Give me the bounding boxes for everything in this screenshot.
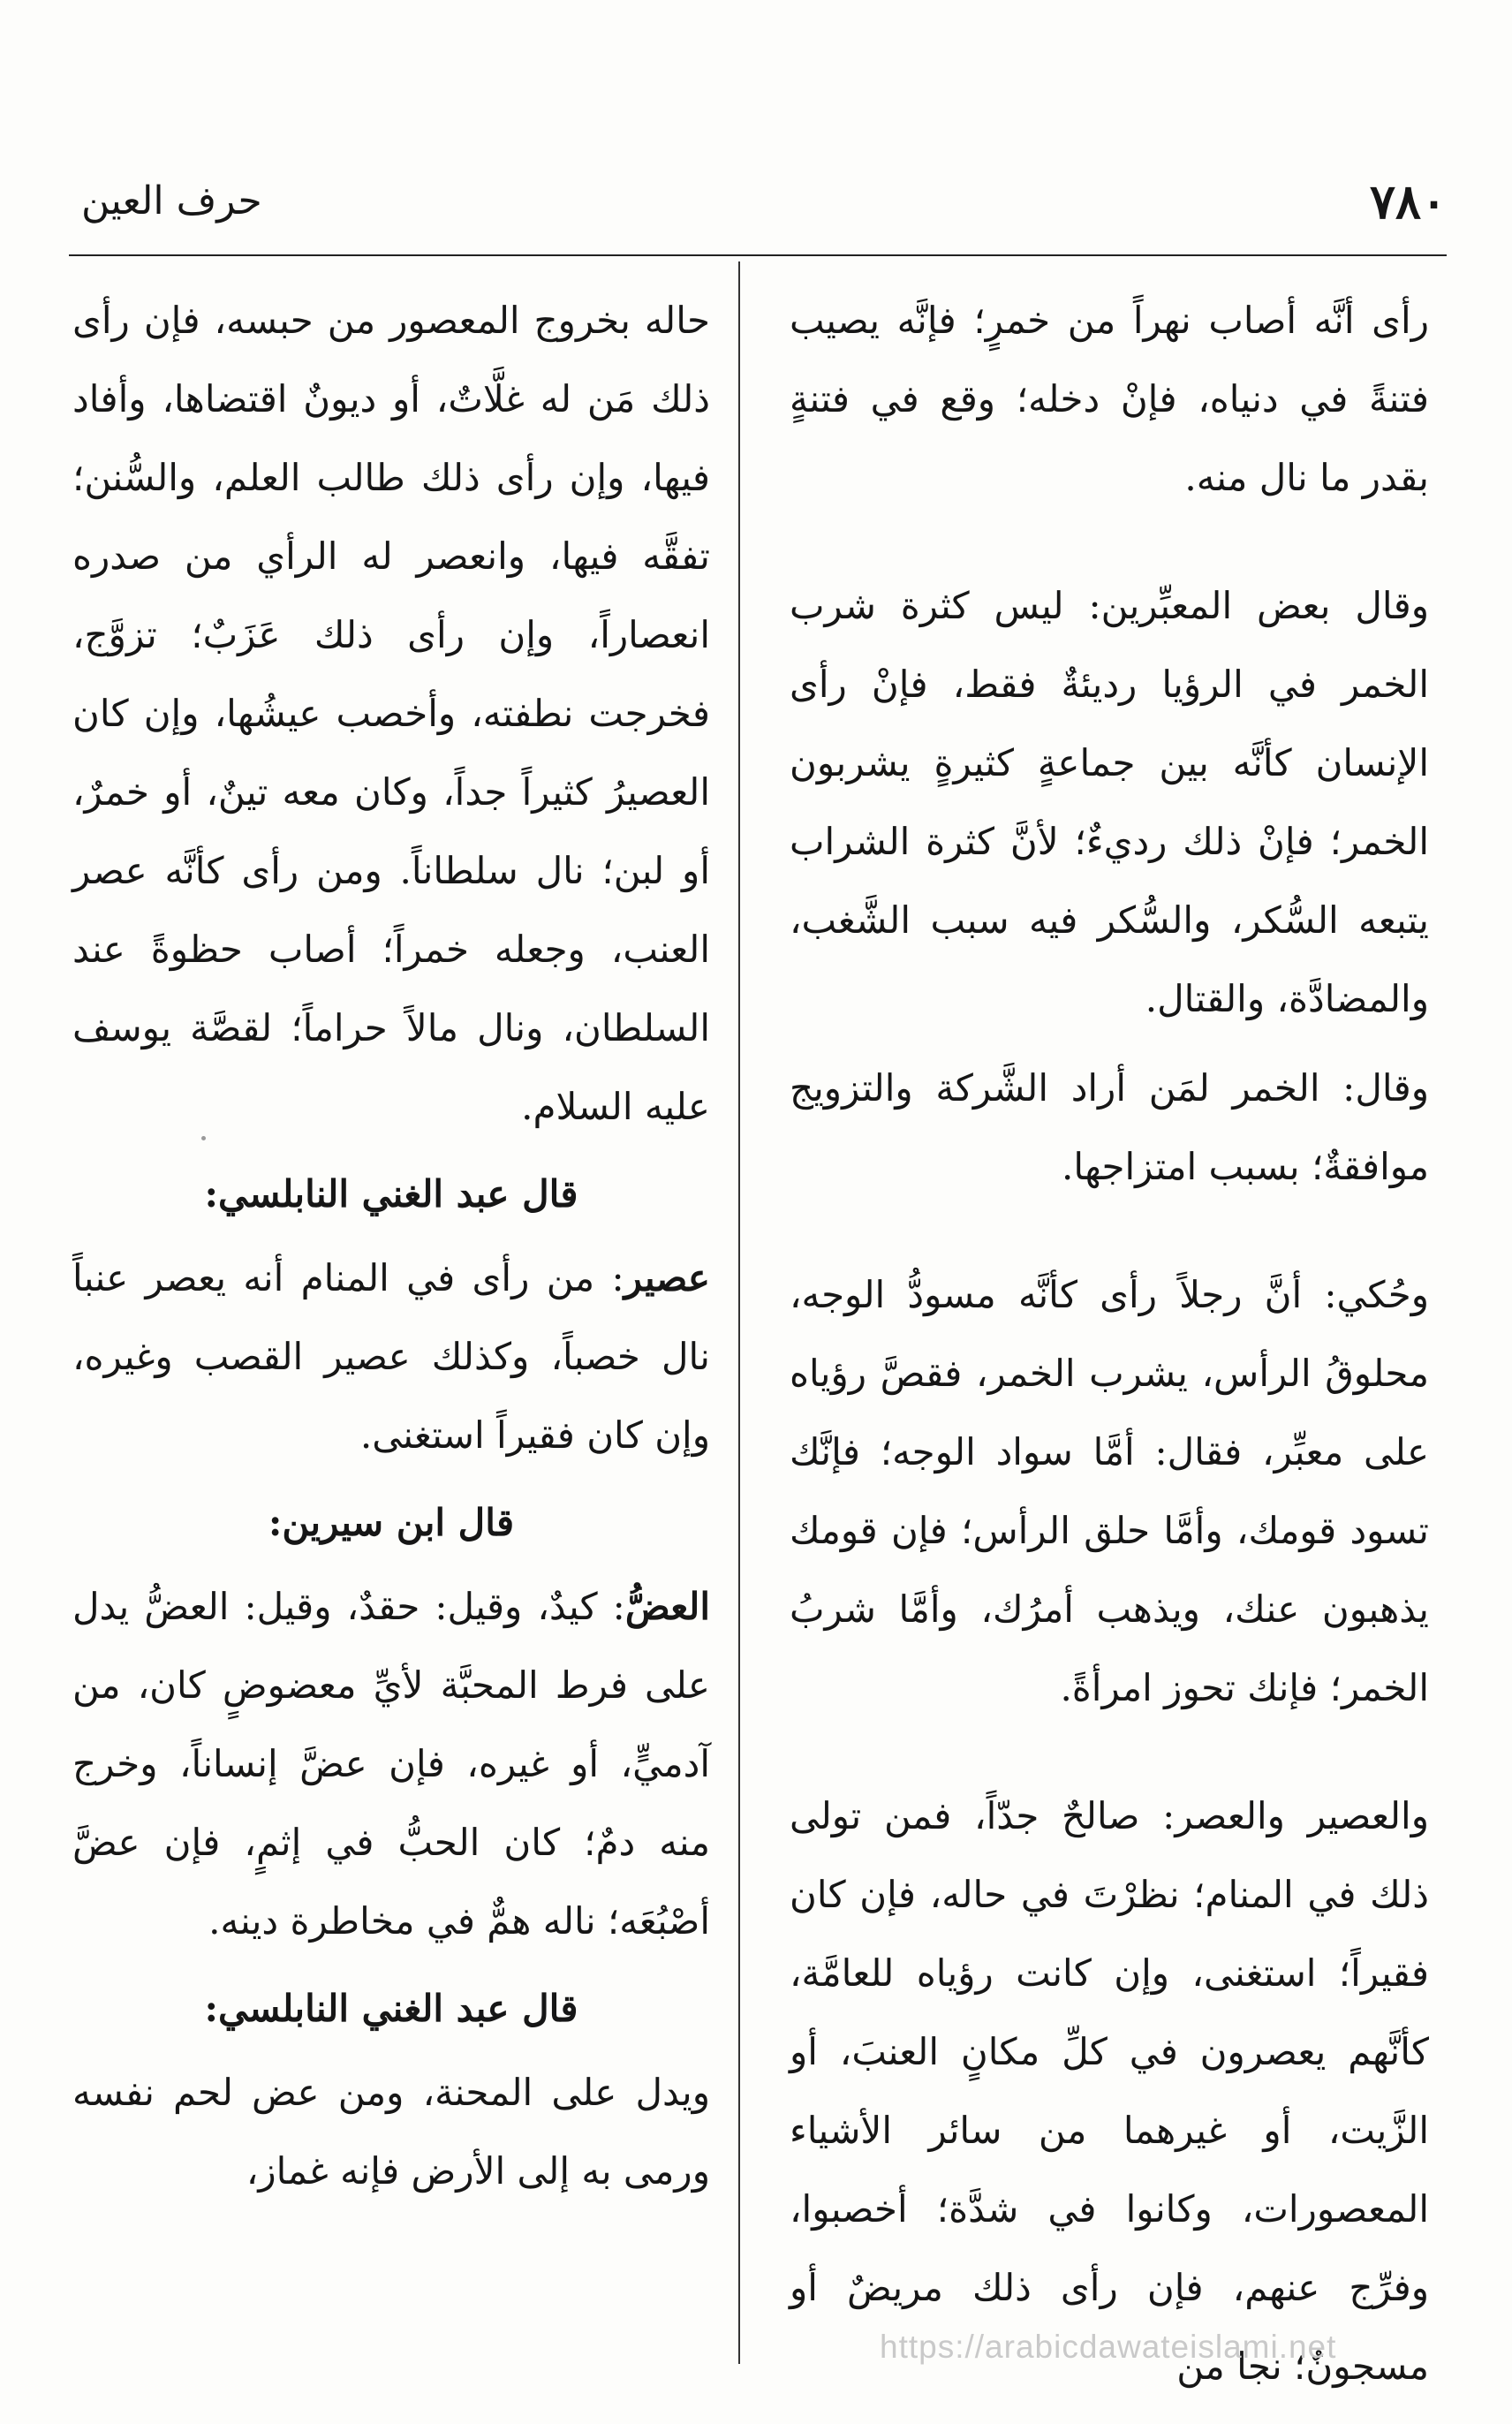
left-column: [72, 281, 710, 2210]
paragraph: رأى أنَّه أصاب نهراً من خمرٍ؛ فإنَّه يصيب فتنةً في دنياه، فإنْ دخله؛ وقع في فتنةٍ بقدر ما نال منه.: [790, 299, 1429, 499]
entry-text: : كيدٌ، وقيل: حقدٌ، وقيل: العضُّ يدل على فرط المحبَّة لأيِّ معضوضٍ كان، من آدميٍّ، أو غيره، فإن عضَّ إنساناً، وخرج منه دمٌ؛ كان الحبُّ في إثمٍ، فإن عضَّ أصْبُعَه؛ ناله همٌّ في مخاطرة دينه.: [72, 1585, 710, 1943]
page-header: [69, 173, 1447, 244]
watermark-url: https://arabicdawateislami.net: [880, 2329, 1337, 2365]
paragraph: والعصير والعصر: صالحٌ جدّاً، فمن تولى ذلك في المنام؛ نظرْتَ في حاله، فإن كان فقيراً؛ استغنى، وإن كانت رؤياه للعامَّة، كأنَّهم يعصرون في كلِّ مكانٍ العنبَ، أو الزَّيت، أو غيرهما من سائر الأشياء المعصورات، وكانوا في شدَّة؛ أخصبوا، وفرِّج عنهم، فإن رأى ذلك مريضٌ أو مسجونٌ؛ نجا من: [790, 1794, 1429, 2388]
column-divider: [738, 261, 740, 2364]
section-heading: قال ابن سيرين:: [268, 1501, 515, 1544]
paragraph: وحُكي: أنَّ رجلاً رأى كأنَّه مسودُّ الوجه، محلوقُ الرأس، يشرب الخمر، فقصَّ رؤياه على معبِّر، فقال: أمَّا سواد الوجه؛ فإنَّك تسود قومك، وأمَّا حلق الرأس؛ فإن قومك يذهبون عنك، ويذهب أمرُك، وأمَّا شربُ الخمر؛ فإنك تحوز امرأةً.: [790, 1273, 1429, 1709]
entry-term: عصير: [624, 1256, 710, 1299]
entry-paragraph: [72, 1567, 710, 1960]
scan-speck: [201, 1136, 206, 1140]
entry-term: العضُّ: [624, 1585, 710, 1628]
section-heading: قال عبد الغني النابلسي:: [204, 1987, 578, 2030]
entry-text: : من رأى في المنام أنه يعصر عنباً نال خصباً، وكذلك عصير القصب وغيره، وإن كان فقيراً استغنى.: [72, 1256, 710, 1457]
paragraph: حاله بخروج المعصور من حبسه، فإن رأى ذلك مَن له غلَّاتٌ، أو ديونٌ اقتضاها، وأفاد فيها، وإن رأى ذلك طالب العلم، والسُّنن؛ تفقَّه فيها، وانعصر له الرأي من صدره انعصاراً، وإن رأى ذلك عَزَبٌ؛ تزوَّج، فخرجت نطفته، وأخصب عيشُها، وإن كان العصيرُ كثيراً جداً، وكان معه تينٌ، أو خمرٌ، أو لبن؛ نال سلطاناً. ومن رأى كأنَّه عصر العنب، وجعله خمراً؛ أصاب حظوةً عند السلطان، ونال مالاً حراماً؛ لقصَّة يوسف عليه السلام.: [72, 299, 710, 1128]
right-column: [790, 281, 1429, 2405]
paragraph: وقال: الخمر لمَن أراد الشَّركة والتزويج موافقةٌ؛ بسبب امتزاجها.: [790, 1066, 1429, 1188]
running-title: حرف العين: [81, 178, 262, 223]
paragraph: وقال بعض المعبِّرين: ليس كثرة شرب الخمر في الرؤيا رديئةٌ فقط، فإنْ رأى الإنسان كأنَّه بين جماعةٍ كثيرةٍ يشربون الخمر؛ فإنْ ذلك رديءٌ؛ لأنَّ كثرة الشراب يتبعه السُّكر، والسُّكر فيه سبب الشَّغب، والمضادَّة، والقتال.: [790, 584, 1429, 1020]
section-heading: قال عبد الغني النابلسي:: [204, 1172, 578, 1216]
entry-paragraph: [72, 1239, 710, 1474]
paragraph: ويدل على المحنة، ومن عض لحم نفسه ورمى به إلى الأرض فإنه غماز،: [72, 2071, 710, 2193]
page-number: ٧٨٠: [1369, 173, 1447, 230]
header-rule: [69, 254, 1447, 256]
